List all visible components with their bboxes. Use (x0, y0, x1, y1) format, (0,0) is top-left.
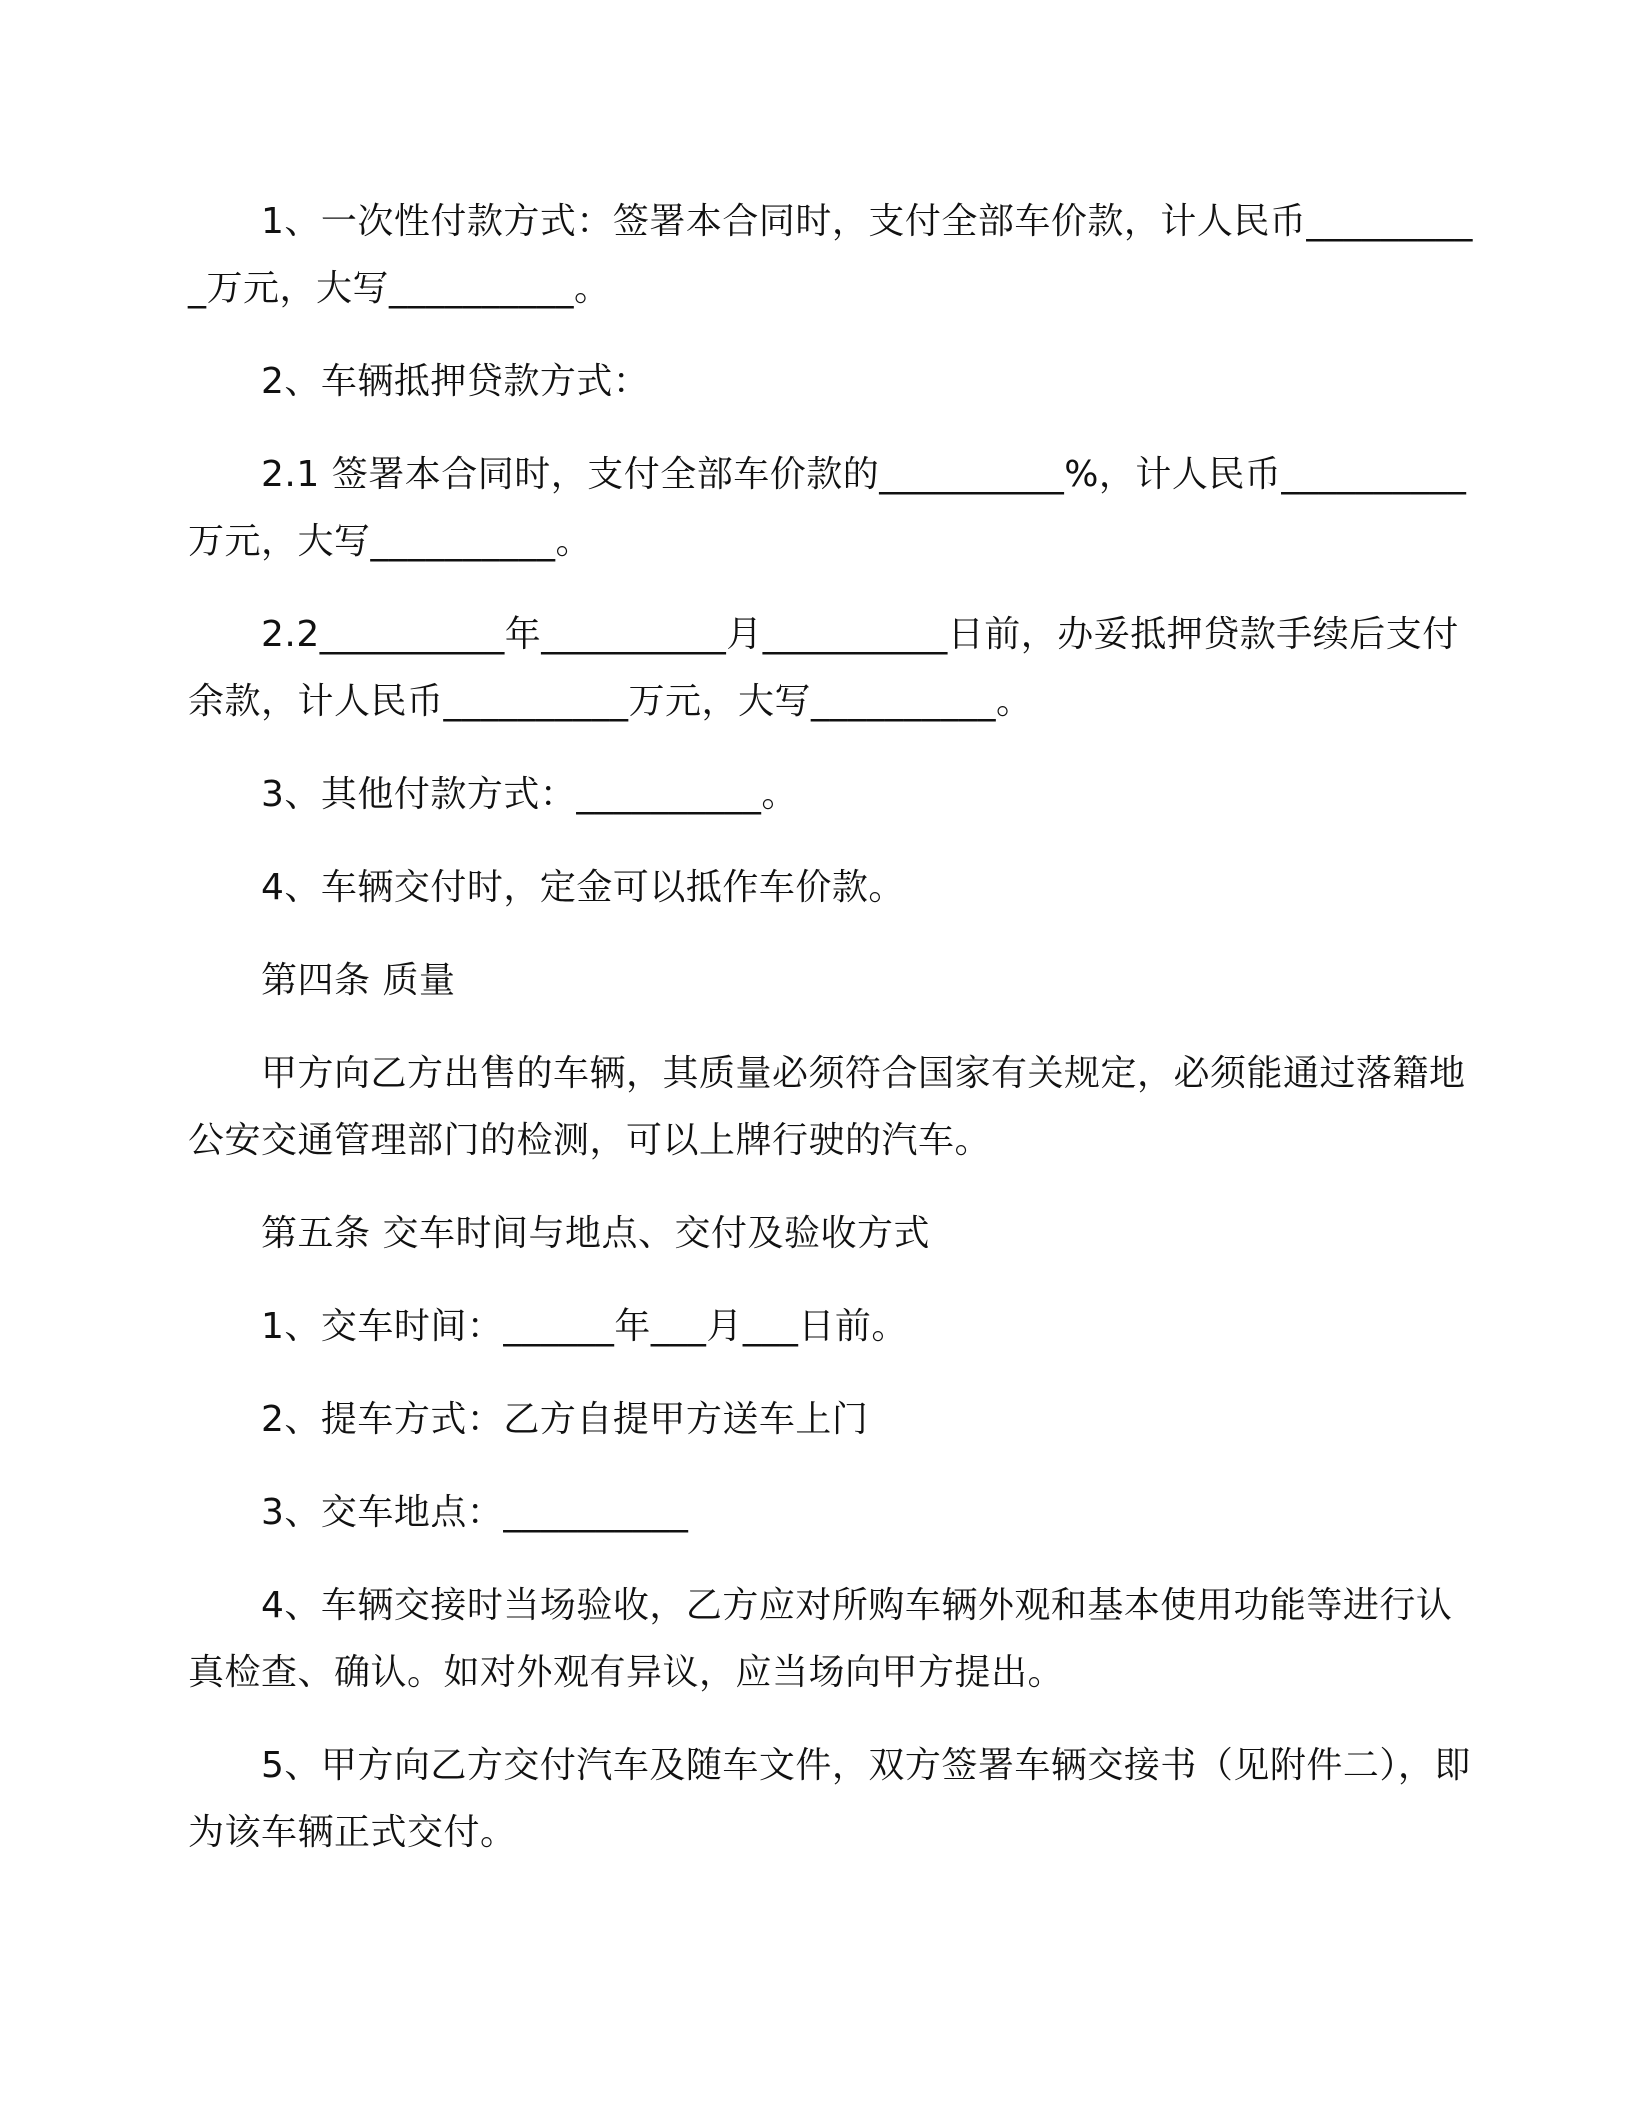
payment-lump-sum-clause: 1、一次性付款方式：签署本合同时，支付全部车价款，计人民币__________万元，大写__________。 (188, 201, 1473, 309)
payment-deposit-clause: 4、车辆交付时，定金可以抵作车价款。 (261, 867, 905, 908)
delivery-time-clause: 1、交车时间：______年___月___日前。 (261, 1306, 908, 1347)
payment-loan-clause-2-2: 2.2__________年__________月__________日前，办妥抵押贷款手续后支付余款，计人民币__________万元，大写__________。 (188, 614, 1459, 722)
delivery-place-clause: 3、交车地点：__________ (261, 1492, 689, 1533)
payment-loan-heading: 2、车辆抵押贷款方式： (261, 361, 650, 402)
payment-loan-clause-2-1: 2.1 签署本合同时，支付全部车价款的__________%，计人民币__________万元，大写__________。 (188, 454, 1467, 562)
inspection-clause: 4、车辆交接时当场验收，乙方应对所购车辆外观和基本使用功能等进行认真检查、确认。如对外观有异议，应当场向甲方提出。 (188, 1585, 1453, 1693)
article-4-title: 第四条 质量 (261, 960, 456, 1001)
pickup-method-clause: 2、提车方式：乙方自提甲方送车上门 (261, 1399, 869, 1440)
handover-clause: 5、甲方向乙方交付汽车及随车文件，双方签署车辆交接书（见附件二），即为该车辆正式交付。 (188, 1745, 1471, 1853)
article-5-title: 第五条 交车时间与地点、交付及验收方式 (261, 1213, 930, 1254)
payment-other-clause: 3、其他付款方式：__________。 (261, 774, 798, 815)
document-body (188, 188, 1478, 1892)
article-4-body: 甲方向乙方出售的车辆，其质量必须符合国家有关规定，必须能通过落籍地公安交通管理部门的检测，可以上牌行驶的汽车。 (188, 1053, 1466, 1161)
